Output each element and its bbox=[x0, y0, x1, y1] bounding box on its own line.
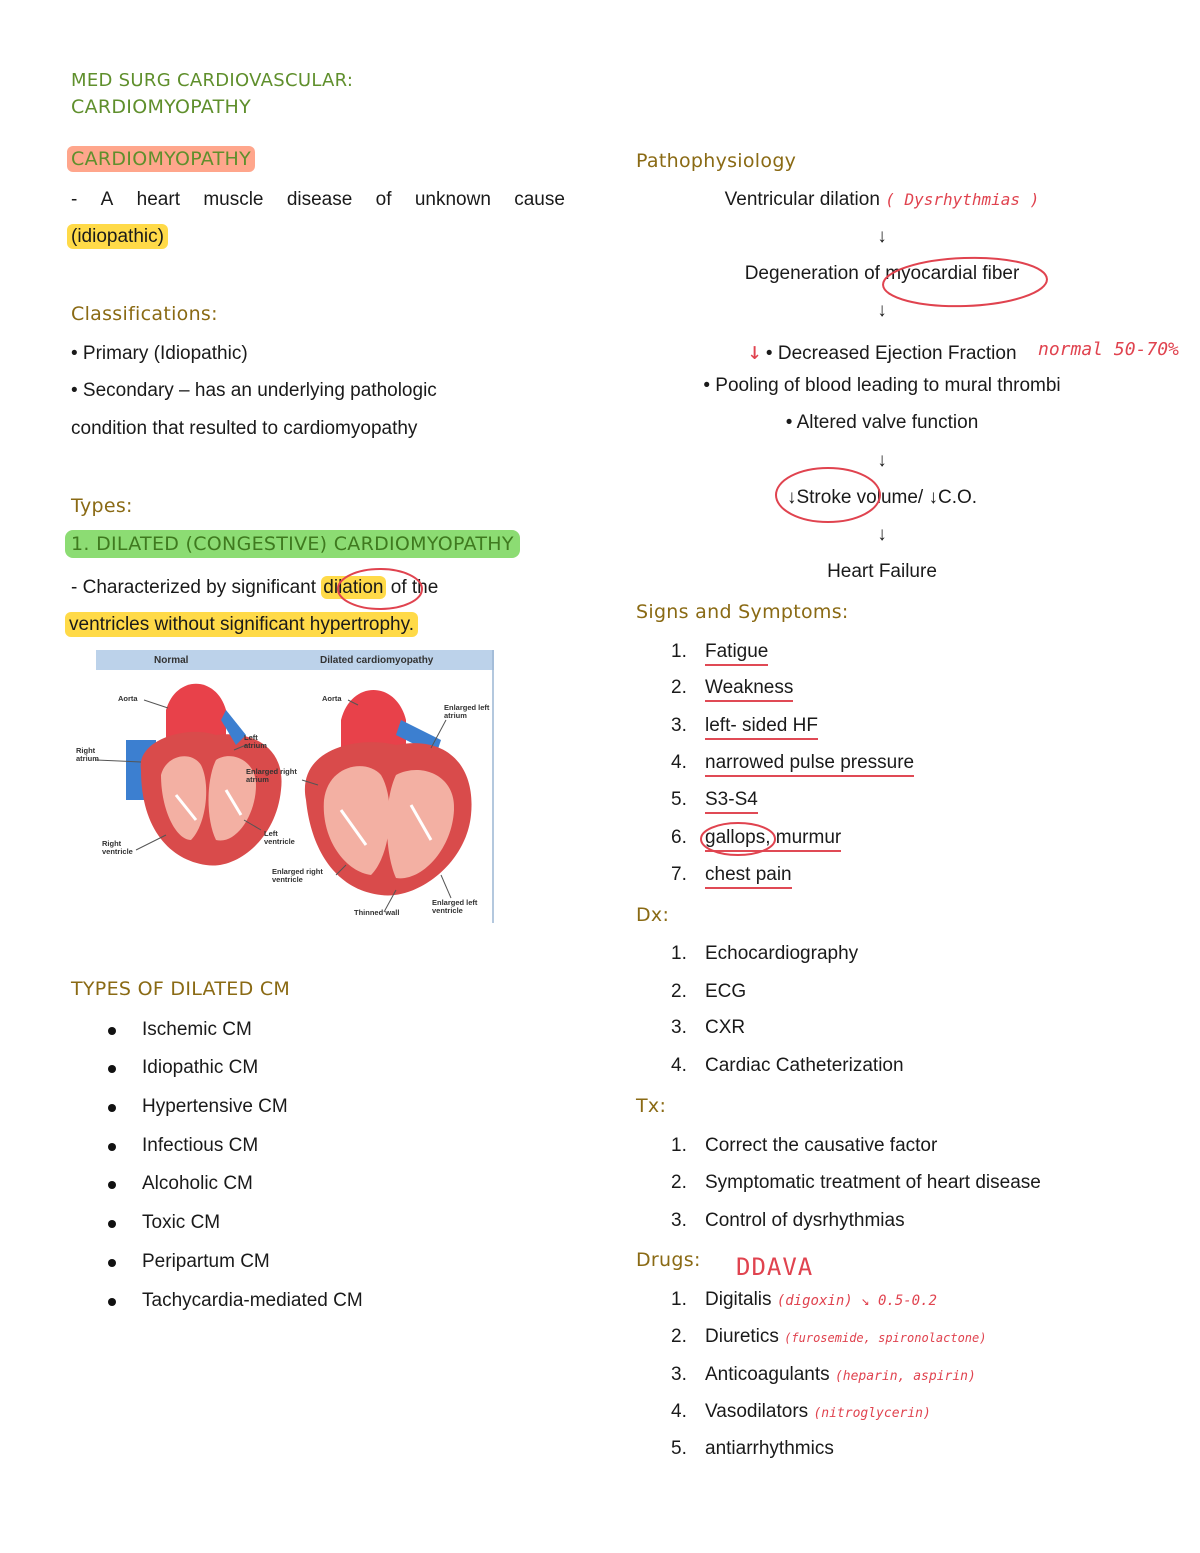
classification-secondary: • Secondary – has an underlying pathologic bbox=[71, 380, 437, 401]
list-item: Alcoholic CM bbox=[142, 1173, 253, 1195]
label-left-ventricle: Left ventricle bbox=[264, 829, 295, 847]
label-right-ventricle: Right ventricle bbox=[102, 839, 133, 857]
handwritten-mnemonic: DDAVA bbox=[736, 1253, 814, 1281]
label-left-atrium: Left atrium bbox=[244, 733, 267, 751]
handwritten-note-normal-ef: normal 50-70% bbox=[1038, 339, 1179, 360]
types-heading: Types: bbox=[71, 495, 133, 517]
classification-primary: • Primary (Idiopathic) bbox=[71, 343, 248, 364]
dilated-description-line1: - Characterized by significant dilation of the bbox=[71, 577, 439, 598]
definition-line: - A heart muscle disease of unknown cause bbox=[71, 189, 565, 210]
types-dilated-heading: TYPES OF DILATED CM bbox=[71, 978, 291, 1000]
list-item: 7. chest pain bbox=[671, 864, 792, 886]
list-item: Idiopathic CM bbox=[142, 1057, 258, 1079]
patho-step-valve: • Altered valve function bbox=[785, 412, 979, 433]
patho-step-pooling: • Pooling of blood leading to mural thrombi bbox=[703, 375, 1061, 396]
list-item: 4. narrowed pulse pressure bbox=[671, 752, 914, 774]
dilated-description-line2: ventricles without significant hypertrophy. bbox=[65, 614, 418, 637]
list-item: 2. Symptomatic treatment of heart disease bbox=[671, 1172, 1041, 1193]
list-item: 2. ECG bbox=[671, 981, 747, 1002]
definition-end: (idiopathic) bbox=[67, 226, 168, 249]
label-thinned-wall: Thinned wall bbox=[354, 908, 400, 917]
label-enlarged-left-atrium: Enlarged left atrium bbox=[444, 703, 490, 721]
list-item: 5. S3-S4 bbox=[671, 789, 758, 811]
patho-step-degeneration: Degeneration of myocardial fiber bbox=[744, 263, 1020, 284]
down-arrow: ↓ bbox=[877, 524, 887, 545]
list-item: Infectious CM bbox=[142, 1135, 258, 1157]
list-item: 2. Diuretics (furosemide, spironolactone) bbox=[671, 1326, 987, 1347]
handwritten-note: (heparin, aspirin) bbox=[834, 1369, 976, 1384]
handwritten-down-arrow-icon: ↓ bbox=[747, 337, 762, 365]
handwritten-note-dysrhythmias: ( Dysrhythmias ) bbox=[885, 190, 1040, 209]
pathophysiology-heading: Pathophysiology bbox=[636, 150, 797, 172]
handwritten-note: (furosemide, spironolactone) bbox=[784, 1331, 987, 1345]
dilation-word: dilation bbox=[323, 577, 384, 598]
list-item: Ischemic CM bbox=[142, 1019, 252, 1041]
drugs-heading: Drugs: bbox=[636, 1249, 701, 1271]
down-arrow: ↓ bbox=[877, 300, 887, 321]
label-enlarged-left-ventricle: Enlarged left ventricle bbox=[432, 898, 478, 916]
handwritten-note: (nitroglycerin) bbox=[813, 1406, 931, 1421]
label-aorta-normal: Aorta bbox=[118, 694, 138, 703]
label-right-atrium: Right atrium bbox=[76, 746, 99, 764]
list-item: Toxic CM bbox=[142, 1212, 220, 1234]
handwritten-note: (digoxin) ↘ 0.5-0.2 bbox=[776, 1293, 937, 1309]
patho-step-decreased-ef: ↓ • Decreased Ejection Fraction normal 50-70% bbox=[747, 337, 1179, 365]
list-item: 1. Correct the causative factor bbox=[671, 1135, 938, 1156]
down-arrow: ↓ bbox=[877, 450, 887, 471]
list-item: 6. gallops, murmur bbox=[671, 827, 841, 849]
list-item: 3. Anticoagulants (heparin, aspirin) bbox=[671, 1364, 976, 1385]
list-item: 1. Echocardiography bbox=[671, 943, 859, 964]
tx-heading: Tx: bbox=[636, 1095, 667, 1117]
patho-step-heart-failure: Heart Failure bbox=[827, 561, 937, 582]
list-item: Hypertensive CM bbox=[142, 1096, 288, 1118]
classification-secondary-cont: condition that resulted to cardiomyopathy bbox=[71, 418, 418, 439]
list-item: 5. antiarrhythmics bbox=[671, 1438, 834, 1459]
figure-label-normal: Normal bbox=[154, 655, 189, 666]
list-item: 3. Control of dysrhythmias bbox=[671, 1210, 905, 1231]
label-aorta-dilated: Aorta bbox=[322, 694, 342, 703]
list-item: 1. Fatigue bbox=[671, 641, 768, 663]
list-item: 3. left- sided HF bbox=[671, 715, 818, 737]
heart-figure bbox=[76, 650, 494, 923]
list-item: 2. Weakness bbox=[671, 677, 793, 699]
doc-header-line1: MED SURG CARDIOVASCULAR: bbox=[71, 70, 354, 91]
label-enlarged-right-ventricle: Enlarged right ventricle bbox=[272, 867, 323, 885]
label-enlarged-right-atrium: Enlarged right atrium bbox=[246, 767, 297, 785]
list-item: Peripartum CM bbox=[142, 1251, 270, 1273]
section-title-cardiomyopathy: CARDIOMYOPATHY bbox=[67, 148, 255, 170]
down-arrow: ↓ bbox=[877, 226, 887, 247]
dx-heading: Dx: bbox=[636, 904, 670, 926]
list-item: 3. CXR bbox=[671, 1017, 746, 1038]
patho-step-ventricular-dilation: Ventricular dilation ( Dysrhythmias ) bbox=[724, 189, 1040, 210]
patho-step-stroke-volume: ↓Stroke volume/ ↓C.O. bbox=[786, 487, 978, 508]
list-item: 4. Vasodilators (nitroglycerin) bbox=[671, 1401, 931, 1422]
signs-symptoms-heading: Signs and Symptoms: bbox=[636, 601, 849, 623]
figure-label-dilated: Dilated cardiomyopathy bbox=[320, 655, 434, 666]
classifications-heading: Classifications: bbox=[71, 303, 218, 325]
doc-header-line2: CARDIOMYOPATHY bbox=[71, 96, 252, 118]
dilated-cm-title: 1. DILATED (CONGESTIVE) CARDIOMYOPATHY bbox=[65, 533, 520, 555]
list-item: 4. Cardiac Catheterization bbox=[671, 1055, 904, 1076]
list-item: Tachycardia-mediated CM bbox=[142, 1290, 363, 1312]
dilated-heart bbox=[305, 690, 472, 895]
list-item: 1. Digitalis (digoxin) ↘ 0.5-0.2 bbox=[671, 1289, 937, 1310]
